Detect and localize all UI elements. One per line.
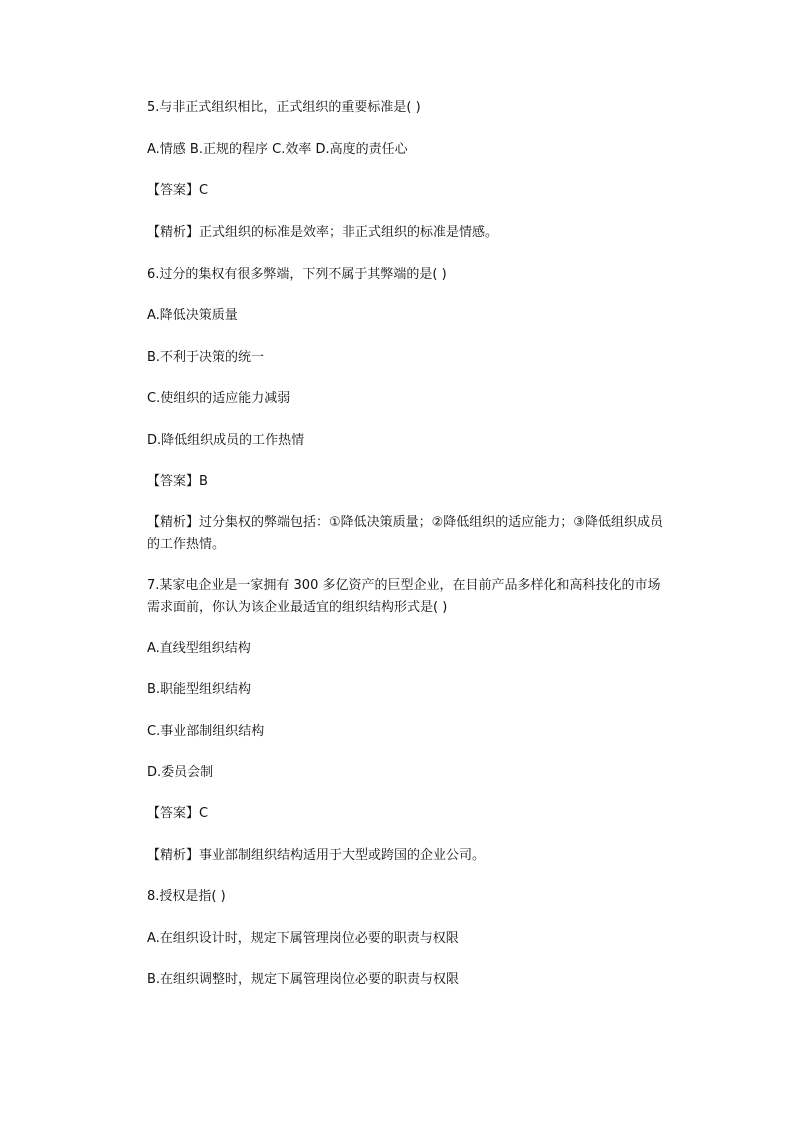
q6-option-c: C.使组织的适应能力减弱 [147,391,291,406]
q7-answer: 【答案】C [147,806,209,821]
q7-option-d: D.委员会制 [147,765,214,780]
q7-option-c: C.事业部制组织结构 [147,724,265,739]
q7-stem: 7.某家电企业是一家拥有 300 多亿资产的巨型企业，在目前产品多样化和高科技化的市场需求面前，你认为该企业最适宜的组织结构形式是( ) [147,578,661,615]
q6-option-a: A.降低决策质量 [147,308,238,323]
q8-stem: 8.授权是指( ) [147,889,226,904]
q7-analysis: 【精析】事业部制组织结构适用于大型或跨国的企业公司。 [147,848,486,863]
q5-stem: 5.与非正式组织相比，正式组织的重要标准是( ) [147,100,421,115]
q5-options: A.情感 B.正规的程序 C.效率 D.高度的责任心 [147,142,408,157]
q7-option-a: A.直线型组织结构 [147,641,251,656]
q5-analysis: 【精析】正式组织的标准是效率；非正式组织的标准是情感。 [147,225,499,240]
q5-answer: 【答案】C [147,183,209,198]
q6-answer: 【答案】B [147,474,208,489]
q7-option-b: B.职能型组织结构 [147,682,252,697]
q6-analysis: 【精析】过分集权的弊端包括：①降低决策质量；②降低组织的适应能力；③降低组织成员的工作热情。 [147,515,663,552]
q6-option-d: D.降低组织成员的工作热情 [147,433,305,448]
q8-option-b: B.在组织调整时，规定下属管理岗位必要的职责与权限 [147,972,460,987]
q6-stem: 6.过分的集权有很多弊端，下列不属于其弊端的是( ) [147,267,447,282]
q6-option-b: B.不利于决策的统一 [147,350,265,365]
q8-option-a: A.在组织设计时，规定下属管理岗位必要的职责与权限 [147,931,459,946]
